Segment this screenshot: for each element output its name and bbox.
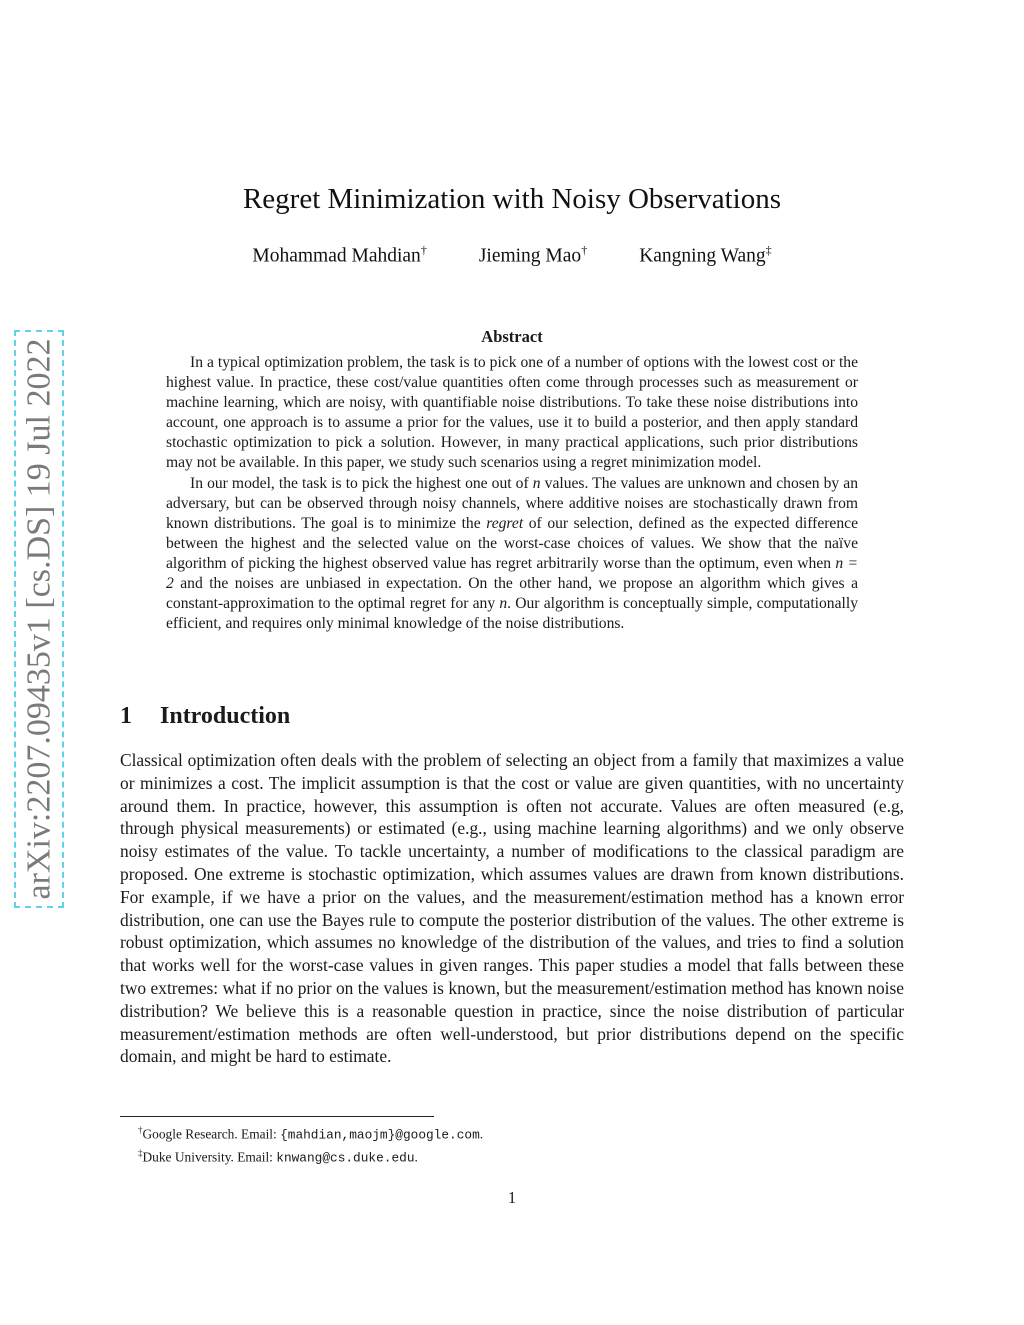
- section-title: Introduction: [160, 703, 291, 729]
- author: Kangning Wang‡: [639, 243, 772, 267]
- abstract-paragraph: In our model, the task is to pick the highest one out of n values. The values are unknown and chosen by an adversary, but can be observed through noisy channels, where additive noises are stochastically drawn from known distributions. The goal is to minimize the regret of our selection, defined as the expected difference between the highest and the selected value on the worst-case choices of values. We show that the naïve algorithm of picking the highest observed value has regret arbitrarily worse than the optimum, even when n = 2 and the noises are unbiased in expectation. On the other hand, we propose an algorithm which gives a constant-approximation to the optimal regret for any n. Our algorithm is conceptually simple, computationally efficient, and requires only minimal knowledge of the noise distributions.: [166, 474, 859, 633]
- email-link[interactable]: {mahdian,maojm}@google.com: [280, 1127, 480, 1143]
- footnotes: [138, 1121, 483, 1168]
- paper-title: Regret Minimization with Noisy Observations: [242, 183, 782, 215]
- arxiv-identifier-text: arXiv:2207.09435v1 [cs.DS] 19 Jul 2022: [20, 338, 57, 900]
- footnote: ‡Duke University. Email: knwang@cs.duke.edu.: [138, 1148, 418, 1166]
- abstract-heading: Abstract: [481, 327, 543, 346]
- author: Jieming Mao†: [478, 243, 588, 267]
- arxiv-identifier-stamp[interactable]: [14, 330, 64, 908]
- section-heading-introduction: [120, 703, 290, 730]
- author: Mohammad Mahdian†: [252, 243, 427, 267]
- author-list: [0, 243, 1024, 268]
- email-link[interactable]: knwang@cs.duke.edu: [276, 1150, 415, 1166]
- abstract-body: [166, 353, 858, 634]
- footnote-divider: [120, 1116, 434, 1117]
- section-number: 1: [120, 703, 132, 729]
- affiliation-mark: ‡: [765, 243, 772, 257]
- abstract-paragraph: In a typical optimization problem, the task is to pick one of a number of options with the lowest cost or the highest value. In practice, these cost/value quantities often come through processes such as measurement or machine learning, which are noisy, with quantifiable noise distributions. To take these noise distributions into account, one approach is to assume a prior for the values, use it to build a posterior, and then apply standard stochastic optimization to pick a solution. However, in many practical applications, such prior distributions may not be available. In this paper, we study such scenarios using a regret minimization model.: [166, 354, 858, 472]
- introduction-paragraph: Classical optimization often deals with the problem of selecting an object from a family that maximizes a value or minimizes a cost. The implicit assumption is that the cost or value are given quantities, with no uncertainty around them. In practice, however, this assumption is often not accurate. Values are often measured (e.g, through physical measurements) or estimated (e.g., using machine learning algorithms) and we only observe noisy estimates of the value. To tackle uncertainty, a number of modifications to the classical paradigm are proposed. One extreme is stochastic optimization, which assumes values are drawn from known distributions. For example, if we have a prior on the values, and the measurement/estimation method has a known error distribution, one can use the Bayes rule to compute the posterior distribution of the values. The other extreme is robust optimization, which assumes no knowledge of the distribution of the values, and tries to find a solution that works well for the worst-case values in given ranges. This paper studies a model that falls between these two extremes: what if no prior on the values is known, but the measurement/estimation method has known noise distribution? We believe this is a reasonable question in practice, since the noise distribution of particular measurement/estimation methods are often well-understood, but prior distributions depend on the specific domain, and might be hard to estimate.: [120, 750, 904, 1067]
- affiliation-mark: †: [581, 243, 588, 257]
- footnote: †Google Research. Email: {mahdian,maojm}@google.com.: [138, 1125, 484, 1143]
- affiliation-mark: †: [420, 243, 427, 257]
- page-number: 1: [507, 1188, 517, 1207]
